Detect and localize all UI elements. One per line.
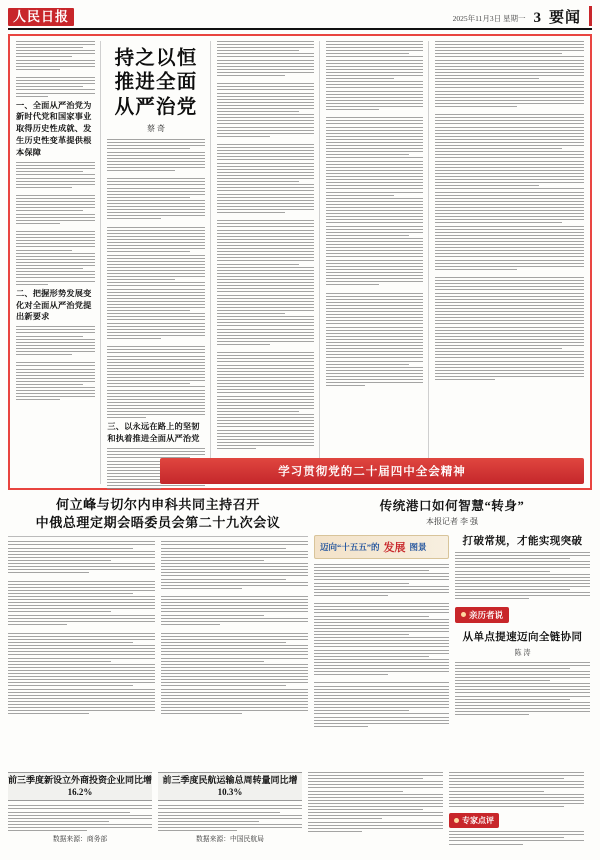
box-headline-2: 从单点提速迈向全链协同 xyxy=(462,631,583,643)
article-headline-line2: 中俄总理定期会晤委员会第二十九次会议 xyxy=(35,515,281,531)
masthead xyxy=(8,4,592,30)
article-columns xyxy=(8,541,308,716)
body-text-block xyxy=(449,831,584,844)
column-tag-label: 亲历者说 xyxy=(469,609,504,620)
body-text-block xyxy=(449,772,584,807)
article-byline: 蔡 奇 xyxy=(147,124,166,134)
body-text-block xyxy=(217,41,314,449)
series-badge-right: 图景 xyxy=(409,542,427,552)
article-column-2 xyxy=(455,531,590,729)
top-column-1 xyxy=(16,41,101,484)
page-number: 3 xyxy=(533,10,541,26)
top-column-5 xyxy=(435,41,584,484)
article-byline: 本报记者 李 强 xyxy=(426,517,478,526)
body-text-block xyxy=(455,662,590,716)
campaign-banner: 学习贯彻党的二十届四中全会精神 xyxy=(160,458,584,484)
article-column-1 xyxy=(314,531,449,729)
article-columns xyxy=(314,531,590,729)
body-text-block xyxy=(8,541,155,624)
section-name: 要闻 xyxy=(548,10,581,26)
body-text-block xyxy=(107,139,204,418)
expert-comment-tag xyxy=(449,813,499,828)
bottom-section xyxy=(8,772,592,856)
seal-icon xyxy=(454,818,459,823)
expert-columns xyxy=(308,772,584,847)
body-text-block xyxy=(435,41,584,380)
article-china-russia xyxy=(8,496,308,766)
masthead-right xyxy=(453,6,592,26)
data-card-caption: 数据来源：商务部 xyxy=(52,836,108,844)
data-card-title: 前三季度新设立外商投资企业同比增16.2% xyxy=(8,772,152,801)
article-column-2 xyxy=(161,541,308,716)
expert-column-1 xyxy=(308,772,443,847)
data-card-title: 前三季度民航运输总周转量同比增10.3% xyxy=(158,772,302,801)
sub-heading-3: 三、以永远在路上的坚韧和执着推进全面从严治党 xyxy=(107,422,200,444)
person-icon xyxy=(461,612,466,617)
article-column-1 xyxy=(8,541,155,716)
body-text-block xyxy=(16,326,95,400)
box-byline-2: 陈 涛 xyxy=(514,648,531,657)
data-card-1 xyxy=(8,772,152,856)
page-title: 持之以恒推进全面从严治党 xyxy=(114,48,198,118)
series-badge-left: 迈向“十五五”的 xyxy=(320,542,380,552)
body-text-block xyxy=(161,633,308,714)
issue-date: 2025年11月3日 星期一 xyxy=(452,14,526,23)
highlighted-top-article xyxy=(8,34,592,490)
expert-comment-block xyxy=(308,772,584,856)
data-card-caption: 数据来源：中国民航局 xyxy=(196,836,264,844)
article-headline-line1: 何立峰与切尔内申科共同主持召开 xyxy=(55,497,260,512)
series-badge xyxy=(314,535,449,559)
sub-heading-2: 二、把握形势发展变化对全面从严治党提出新要求 xyxy=(16,288,92,322)
top-column-2 xyxy=(107,41,210,484)
body-text-block xyxy=(161,541,308,624)
body-text-block xyxy=(455,552,590,599)
newspaper-logo-icon: 人民日报 xyxy=(8,8,74,26)
body-text-block xyxy=(308,772,443,832)
box-headline-1: 打破常规，才能实现突破 xyxy=(462,536,583,547)
top-column-4 xyxy=(326,41,429,484)
expert-column-2 xyxy=(449,772,584,847)
edge-marker-icon xyxy=(589,6,592,26)
body-text-block xyxy=(8,633,155,714)
body-text-block xyxy=(16,162,95,285)
body-text-block xyxy=(158,805,302,831)
data-card-2 xyxy=(158,772,302,856)
middle-section xyxy=(8,496,592,766)
article-smart-port xyxy=(314,496,590,766)
body-text-block xyxy=(326,41,423,386)
article-headline: 传统港口如何智慧“转身” xyxy=(379,499,525,513)
body-text-block xyxy=(314,564,449,727)
body-text-block xyxy=(8,805,152,831)
top-column-3 xyxy=(217,41,320,484)
body-text-block xyxy=(16,41,95,97)
column-tag xyxy=(455,607,509,623)
sub-heading-1: 一、全面从严治党为新时代党和国家事业取得历史性成就、发生历史性变革提供根本保障 xyxy=(16,100,92,158)
divider xyxy=(8,536,308,537)
expert-comment-label: 专家点评 xyxy=(462,816,494,826)
series-badge-center: 发展 xyxy=(383,542,406,554)
